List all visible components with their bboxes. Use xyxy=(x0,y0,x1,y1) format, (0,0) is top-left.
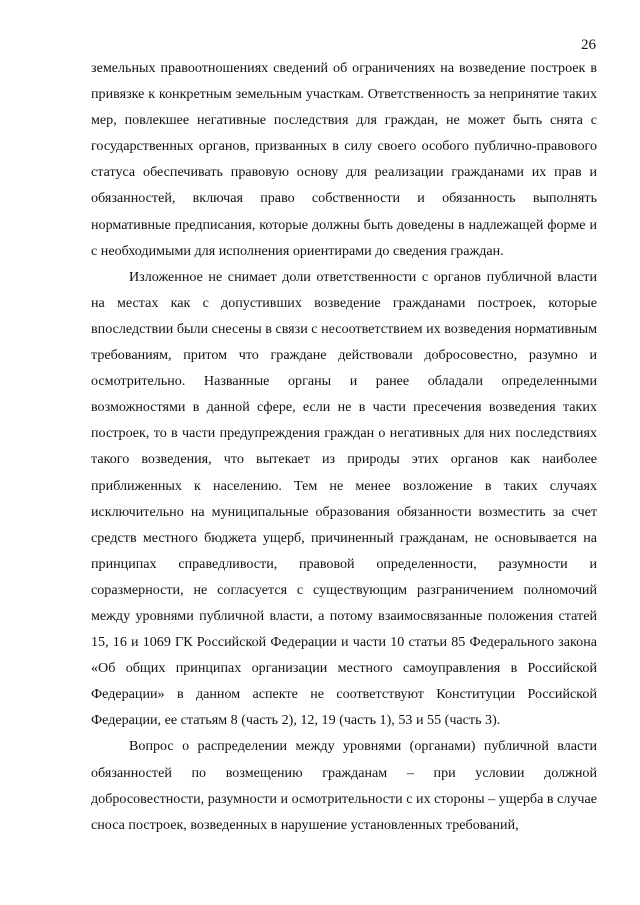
paragraph-responsibility: Изложенное не снимает доли ответственности с органов публичной власти на местах как с допустивших возведение гражданами построек, которые впоследствии были снесены в связи с несоответствием их возведения нормативным требованиям, притом что граждане действовали добросовестно, разумно и осмотрительно. Названные органы и ранее обладали определенными возможностями в данной сфере, если не в части пресечения возведения таких построек, то в части предупреждения граждан о негативных для них последствиях такого возведения, что вытекает из природы этих органов как наиболее приближенных к населению. Тем не менее возложение в таких случаях исключительно на муниципальные образования обязанности возместить за счет средств местного бюджета ущерб, причиненный гражданам, не основывается на принципах справедливости, правовой определенности, разумности и соразмерности, не согласуется с существующим разграничением полномочий между уровнями публичной власти, а потому взаимосвязанные положения статей 15, 16 и 1069 ГК Российской Федерации и части 10 статьи 85 Федерального закона «Об общих принципах организации местного самоуправления в Российской Федерации» в данном аспекте не соответствуют Конституции Российской Федерации, ее статьям 8 (часть 2), 12, 19 (часть 1), 53 и 55 (часть 3). xyxy=(91,268,597,729)
paragraph-continuation: земельных правоотношениях сведений об ограничениях на возведение построек в привязке к конкретным земельным участкам. Ответственность за непринятие таких мер, повлекшее негативные последствия для граждан, не может быть снята с государственных органов, призванных в силу своего особого публично-правового статуса обеспечивать правовую основу для реализации гражданами их прав и обязанностей, включая право собственности и обязанность выполнять нормативные предписания, которые должны быть доведены в надлежащей форме и с необходимыми для исполнения ориентирами до сведения граждан. xyxy=(91,60,597,259)
document-body xyxy=(91,55,597,838)
page-number: 26 xyxy=(581,37,596,53)
paragraph-compensation-question: Вопрос о распределении между уровнями (органами) публичной власти обязанностей по возмещению гражданам – при условии должной добросовестности, разумности и осмотрительности с их стороны – ущерба в случае сноса построек, возведенных в нарушение установленных требований, xyxy=(91,738,597,833)
